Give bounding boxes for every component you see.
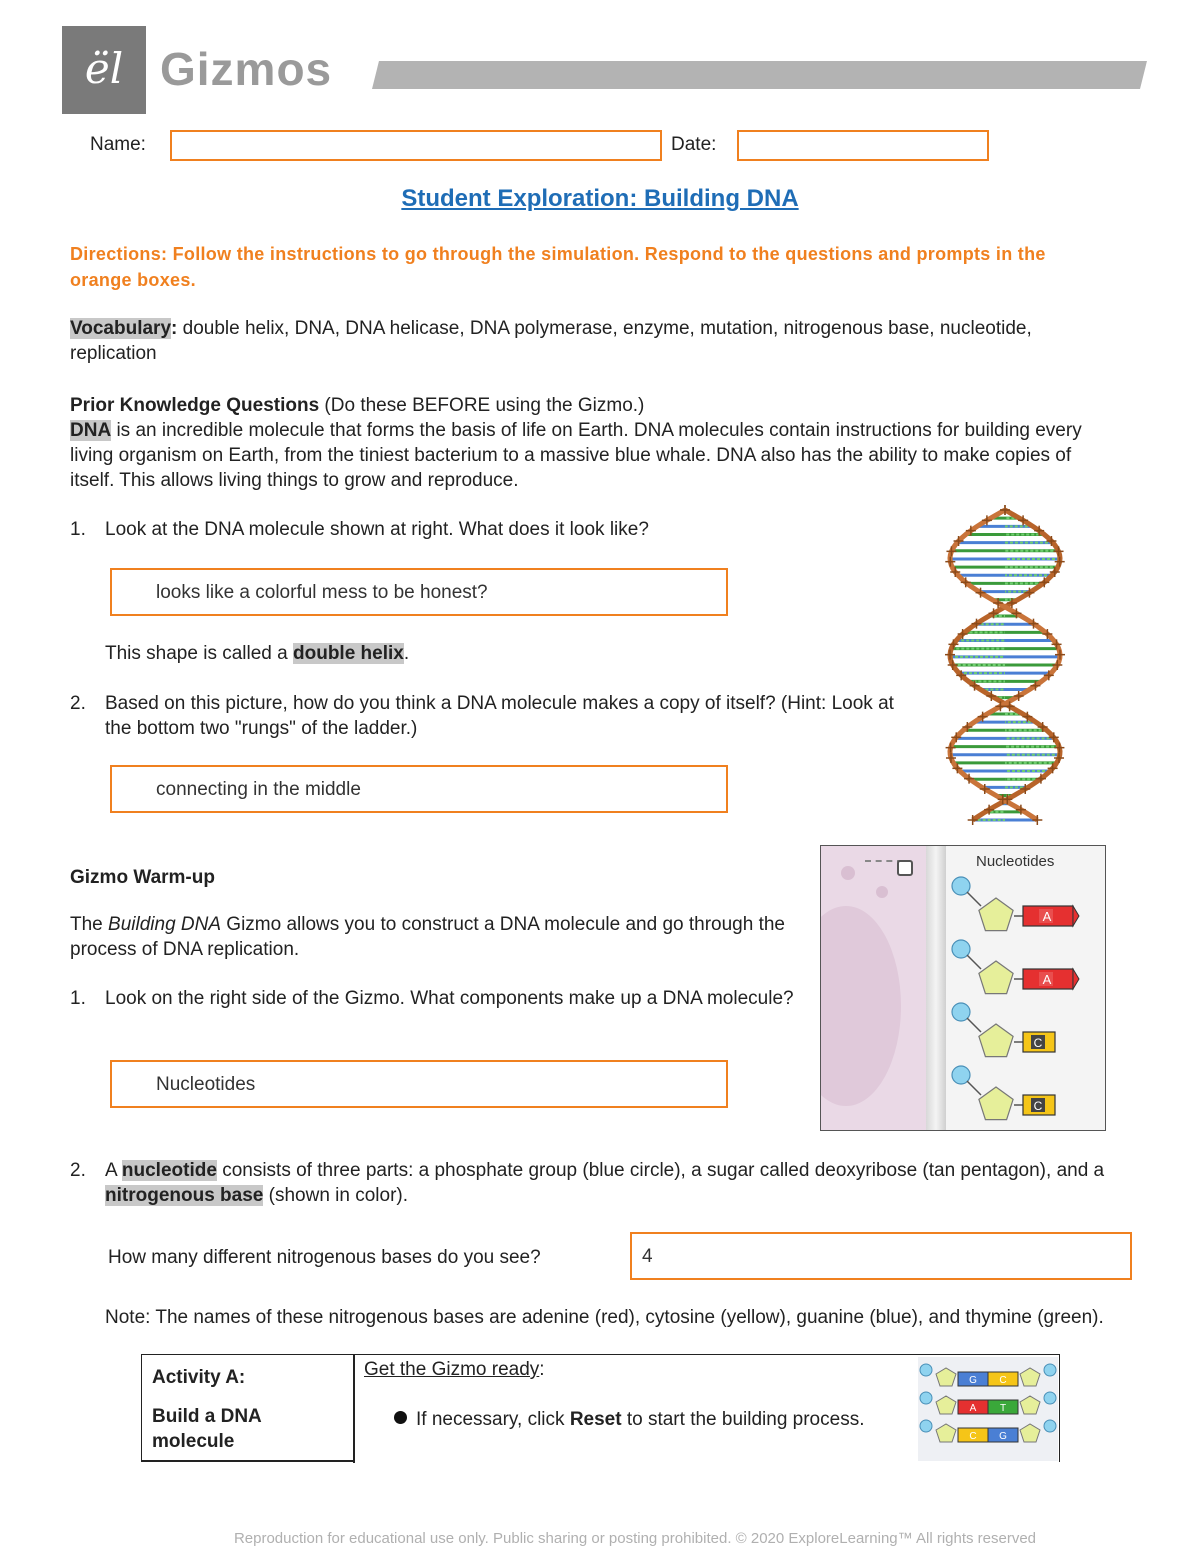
bases-note: Note: The names of these nitrogenous bases are adenine (red), cytosine (yellow), guanine (blue), and thymine (green). xyxy=(105,1307,1104,1328)
warmup-q1-answer-box[interactable] xyxy=(110,1060,728,1108)
q2-number: 2. xyxy=(70,693,86,714)
name-field[interactable] xyxy=(170,130,662,161)
base-letter: C xyxy=(1033,1036,1043,1050)
nucleotide-item[interactable] xyxy=(952,1003,1055,1057)
sugar-pentagon-icon xyxy=(979,1024,1013,1057)
warmup-q2-text: A nucleotide consists of three parts: a phosphate group (blue circle), a sugar called deoxyribose (tan pentagon), and a nitrogenous base (shown in color). xyxy=(105,1160,1105,1206)
warmup-q2-answer-box[interactable] xyxy=(630,1232,1132,1280)
q2-text: Based on this picture, how do you think a DNA molecule makes a copy of itself? (Hint: Look at the bottom two "rungs" of the ladder.) xyxy=(105,693,894,739)
dna-strand-thumbnail xyxy=(918,1357,1058,1461)
shape-sentence: This shape is called a double helix. xyxy=(105,643,410,664)
date-field[interactable] xyxy=(737,130,989,161)
nucleotide-list xyxy=(951,876,1101,1126)
cell-background xyxy=(821,846,926,1131)
warmup-q2-number: 2. xyxy=(70,1160,86,1181)
nucleotide-item[interactable] xyxy=(952,1066,1055,1120)
vocabulary-terms: double helix, DNA, DNA helicase, DNA polymerase, enzyme, mutation, nitrogenous base, nucleotide, replication xyxy=(70,318,1032,364)
q1-answer-box[interactable] xyxy=(110,568,728,616)
base-letter: C xyxy=(969,1431,977,1442)
base-letter: G xyxy=(969,1375,977,1386)
base-letter: A xyxy=(1042,909,1052,924)
gizmo-nucleotide-panel xyxy=(820,845,1106,1131)
activity-label: Activity A: xyxy=(152,1367,246,1388)
base-letter: T xyxy=(999,1403,1007,1414)
reset-word: Reset xyxy=(569,1409,622,1430)
date-label: Date: xyxy=(671,134,717,155)
directions: Directions: Follow the instructions to go through the simulation. Respond to the questions and prompts in the orange boxes. xyxy=(70,244,1046,290)
nucleotide-item[interactable] xyxy=(952,877,1079,931)
q1-number: 1. xyxy=(70,519,86,540)
nitrogenous-base-term: nitrogenous base xyxy=(105,1185,264,1206)
dna-helix-image xyxy=(935,500,1090,830)
warmup-q1-answer: Nucleotides xyxy=(156,1074,256,1095)
sugar-pentagon-icon xyxy=(979,961,1013,994)
warmup-q2-answer: 4 xyxy=(642,1246,653,1267)
header-bar xyxy=(372,61,1147,89)
q1-text: Look at the DNA molecule shown at right. What does it look like? xyxy=(105,519,649,540)
warmup-intro: The Building DNA Gizmo allows you to construct a DNA molecule and go through the process of DNA replication. xyxy=(70,914,785,960)
warmup-q2-question: How many different nitrogenous bases do you see? xyxy=(108,1247,541,1268)
dna-term: DNA xyxy=(70,420,112,441)
nucleotide-term: nucleotide xyxy=(121,1160,217,1181)
camera-icon xyxy=(897,860,913,876)
base-letter: C xyxy=(999,1375,1007,1386)
gizmos-brand: Gizmos xyxy=(160,43,333,95)
page-title: Student Exploration: Building DNA xyxy=(401,185,799,212)
reset-instruction: If necessary, click Reset to start the building process. xyxy=(416,1409,865,1430)
logo-glyph: ël xyxy=(84,44,124,93)
activity-table xyxy=(141,1354,1060,1462)
prior-knowledge: Prior Knowledge Questions (Do these BEFORE using the Gizmo.) DNA is an incredible molecule that forms the basis of life on Earth. DNA molecules contain instructions for building every living organism on Earth, from the tiniest bacterium to a massive blue whale. DNA also has the ability to make copies of itself. This allows living things to grow and reproduce. xyxy=(70,395,1082,491)
bullet xyxy=(394,1411,407,1424)
base-letter: G xyxy=(999,1431,1007,1442)
double-helix-term: double helix xyxy=(293,643,404,664)
q2-answer-box[interactable] xyxy=(110,765,728,813)
base-letter: A xyxy=(969,1403,977,1414)
vocabulary: Vocabulary: double helix, DNA, DNA helicase, DNA polymerase, enzyme, mutation, nitrogenous base, nucleotide, replication xyxy=(70,318,1032,364)
nucleotide-item[interactable] xyxy=(952,940,1079,994)
sugar-pentagon-icon xyxy=(979,1087,1013,1120)
vocabulary-label: Vocabulary xyxy=(70,318,172,339)
warmup-q1-text: Look on the right side of the Gizmo. What components make up a DNA molecule? xyxy=(105,988,794,1009)
gizmo-name: Building DNA xyxy=(108,914,222,935)
footer-copyright: Reproduction for educational use only. Public sharing or posting prohibited. © 2020 ExploreLearning™ All rights reserved xyxy=(233,1530,1037,1547)
get-ready-heading: Get the Gizmo ready xyxy=(364,1359,540,1380)
activity-name: Build a DNA molecule xyxy=(152,1406,262,1452)
get-ready: Get the Gizmo ready: xyxy=(364,1359,545,1380)
warmup-heading: Gizmo Warm-up xyxy=(70,867,215,888)
nucleotides-title: Nucleotides xyxy=(976,853,1055,870)
warmup-q1-number: 1. xyxy=(70,988,86,1009)
prior-knowledge-heading: Prior Knowledge Questions xyxy=(70,395,320,416)
base-letter: A xyxy=(1042,972,1052,987)
panel-divider xyxy=(926,846,946,1131)
base-letter: C xyxy=(1033,1099,1043,1113)
name-label: Name: xyxy=(90,134,146,155)
explorelearning-logo xyxy=(62,26,146,114)
q2-answer: connecting in the middle xyxy=(156,779,361,800)
sugar-pentagon-icon xyxy=(979,898,1013,931)
q1-answer: looks like a colorful mess to be honest? xyxy=(156,582,488,603)
